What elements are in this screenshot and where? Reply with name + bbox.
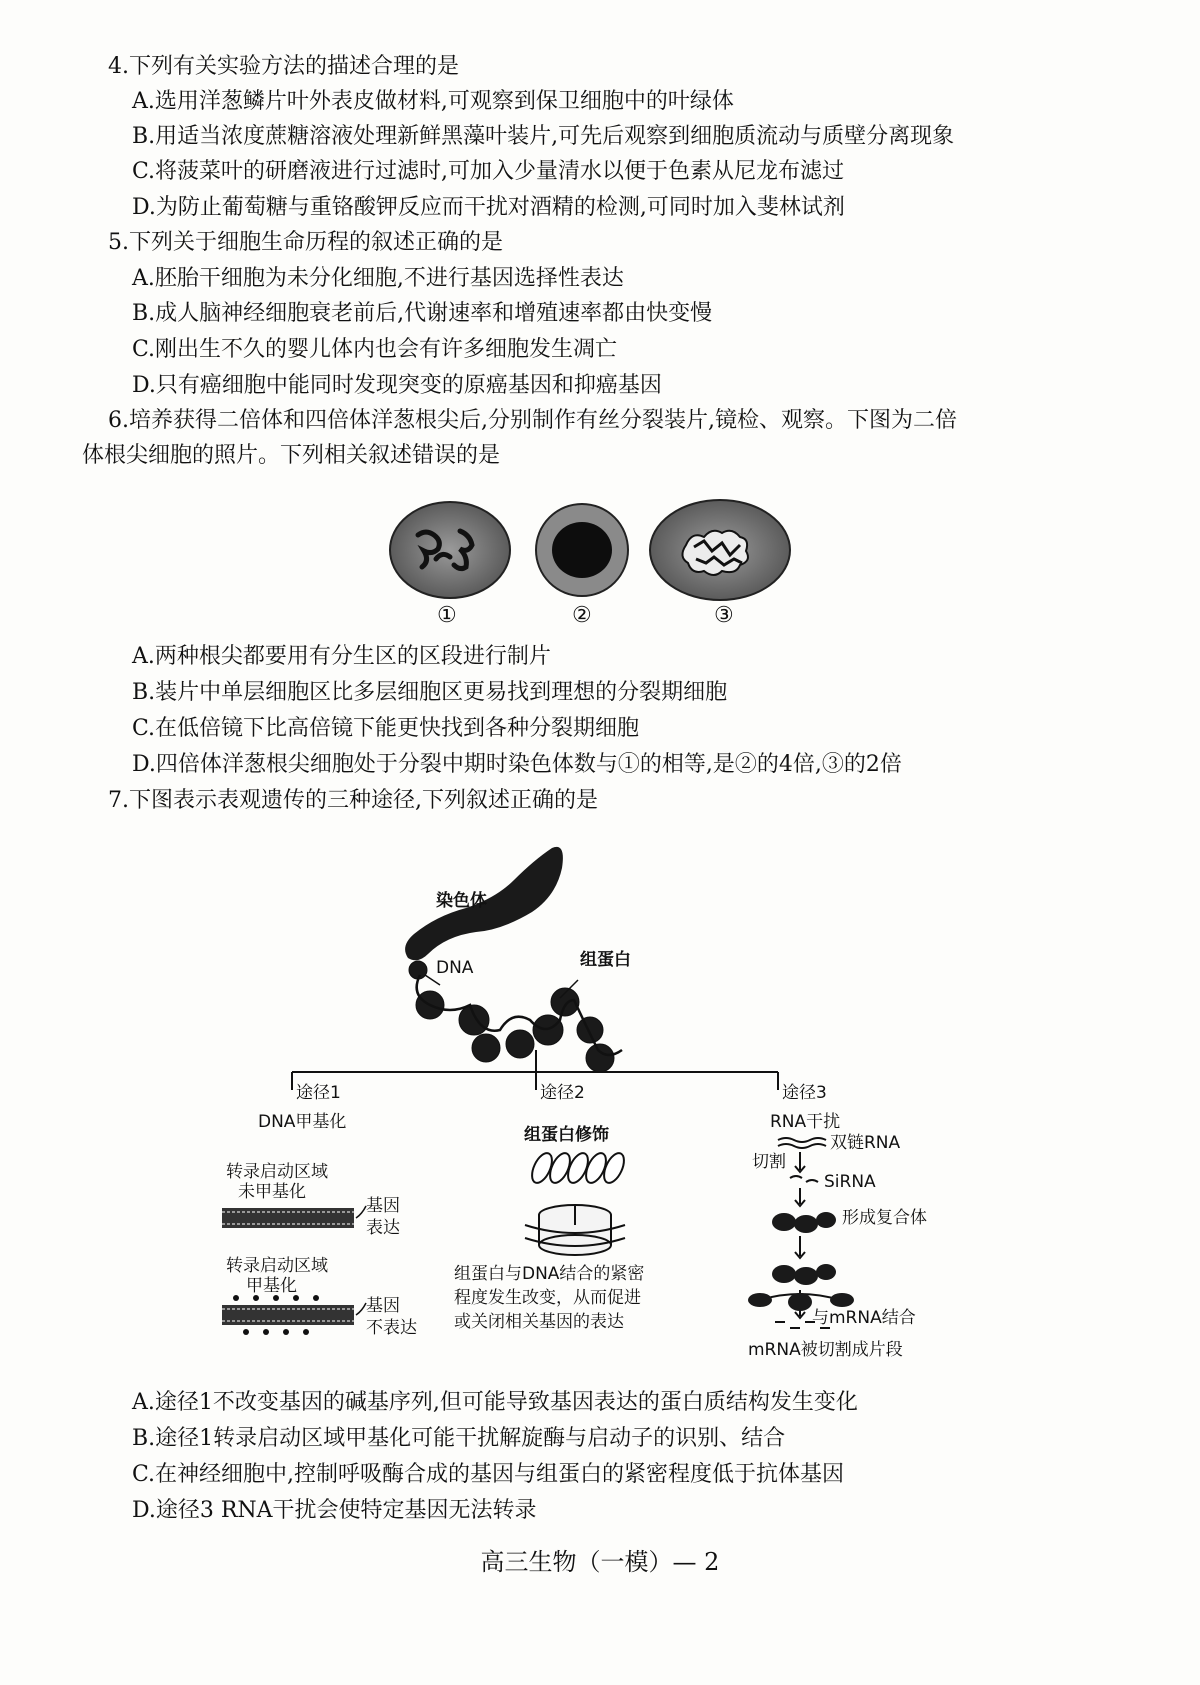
q4-stem: 4.下列有关实验方法的描述合理的是	[108, 54, 459, 79]
q4-option-c: C.将菠菜叶的研磨液进行过滤时,可加入少量清水以便于色素从尼龙布滤过	[132, 159, 845, 184]
rnai-complex-image	[748, 1212, 854, 1311]
path1-noexpr-line1: 基因	[366, 1296, 400, 1316]
q7-option-a: A.途径1不改变基因的碱基序列,但可能导致基因表达的蛋白质结构发生变化	[132, 1390, 858, 1415]
cell-label-2: ②	[572, 603, 592, 628]
histone-modification-image	[528, 1150, 628, 1186]
path1-expr-line1: 基因	[366, 1196, 400, 1216]
cell-label-3: ③	[714, 603, 734, 628]
pathway-tree	[292, 1050, 778, 1090]
q5-stem: 5.下列关于细胞生命历程的叙述正确的是	[108, 230, 503, 255]
path2-title: 组蛋白修饰	[524, 1125, 609, 1145]
path3-fragment: mRNA被切割成片段	[748, 1340, 903, 1360]
q4-option-a: A.选用洋葱鳞片叶外表皮做材料,可观察到保卫细胞中的叶绿体	[132, 89, 734, 114]
path2-label: 途径2	[540, 1083, 585, 1103]
q6-option-d: D.四倍体洋葱根尖细胞处于分裂中期时染色体数与①的相等,是②的4倍,③的2倍	[132, 752, 902, 777]
q5-option-d: D.只有癌细胞中能同时发现突变的原癌基因和抑癌基因	[132, 373, 662, 398]
q6-option-a: A.两种根尖都要用有分生区的区段进行制片	[132, 644, 551, 669]
path2-desc-line1: 组蛋白与DNA结合的紧密	[454, 1264, 645, 1284]
dna-methylated-image	[222, 1295, 354, 1335]
dna-unmethylated-image	[222, 1208, 354, 1228]
path2-desc-line2: 程度发生改变，从而促进	[454, 1288, 641, 1308]
q5-option-c: C.刚出生不久的婴儿体内也会有许多细胞发生凋亡	[132, 337, 618, 362]
q6-option-b: B.装片中单层细胞区比多层细胞区更易找到理想的分裂期细胞	[132, 680, 728, 705]
q7-stem: 7.下图表示表观遗传的三种途径,下列叙述正确的是	[108, 788, 598, 813]
cell-label-1: ①	[437, 603, 457, 628]
q5-option-a: A.胚胎干细胞为未分化细胞,不进行基因选择性表达	[132, 266, 624, 291]
chromosome-label: 染色体	[436, 891, 487, 911]
path1-expr-line2: 表达	[366, 1218, 400, 1238]
page-footer: 高三生物（一模）— 2	[480, 1548, 720, 1576]
path1-meth-line1: 转录启动区域	[226, 1256, 328, 1276]
histone-label: 组蛋白	[580, 950, 631, 970]
path1-unmeth-line2: 未甲基化	[238, 1182, 306, 1202]
path1-label: 途径1	[296, 1083, 341, 1103]
q7-option-d: D.途径3 RNA干扰会使特定基因无法转录	[132, 1498, 537, 1523]
path3-bind: 与mRNA结合	[812, 1308, 916, 1328]
path2-desc-line3: 或关闭相关基因的表达	[454, 1312, 624, 1332]
path3-dsrna: 双链RNA	[830, 1133, 901, 1153]
path1-title: DNA甲基化	[258, 1112, 347, 1132]
dna-label: DNA	[436, 958, 474, 978]
q4-option-d: D.为防止葡萄糖与重铬酸钾反应而干扰对酒精的检测,可同时加入斐林试剂	[132, 195, 845, 220]
path3-label: 途径3	[782, 1083, 827, 1103]
q7-option-c: C.在神经细胞中,控制呼吸酶合成的基因与组蛋白的紧密程度低于抗体基因	[132, 1462, 845, 1487]
path1-unmeth-line1: 转录启动区域	[226, 1162, 328, 1182]
q6-option-c: C.在低倍镜下比高倍镜下能更快找到各种分裂期细胞	[132, 716, 640, 741]
path3-sirna: SiRNA	[824, 1172, 876, 1192]
q4-option-b: B.用适当浓度蔗糖溶液处理新鲜黑藻叶装片,可先后观察到细胞质流动与质壁分离现象	[132, 124, 955, 149]
path3-title: RNA干扰	[770, 1112, 841, 1132]
path1-meth-line2: 甲基化	[246, 1276, 297, 1296]
path3-complex: 形成复合体	[842, 1208, 927, 1228]
path1-noexpr-line2: 不表达	[366, 1318, 417, 1338]
nucleosome-core-image	[525, 1205, 625, 1255]
path3-cut: 切割	[752, 1152, 786, 1172]
q5-option-b: B.成人脑神经细胞衰老前后,代谢速率和增殖速率都由快变慢	[132, 301, 713, 326]
q6-stem-line2: 体根尖细胞的照片。下列相关叙述错误的是	[82, 443, 501, 468]
q7-option-b: B.途径1转录启动区域甲基化可能干扰解旋酶与启动子的识别、结合	[132, 1426, 786, 1451]
q6-stem-line1: 6.培养获得二倍体和四倍体洋葱根尖后,分别制作有丝分裂装片,镜检、观察。下图为二倍	[108, 408, 957, 433]
